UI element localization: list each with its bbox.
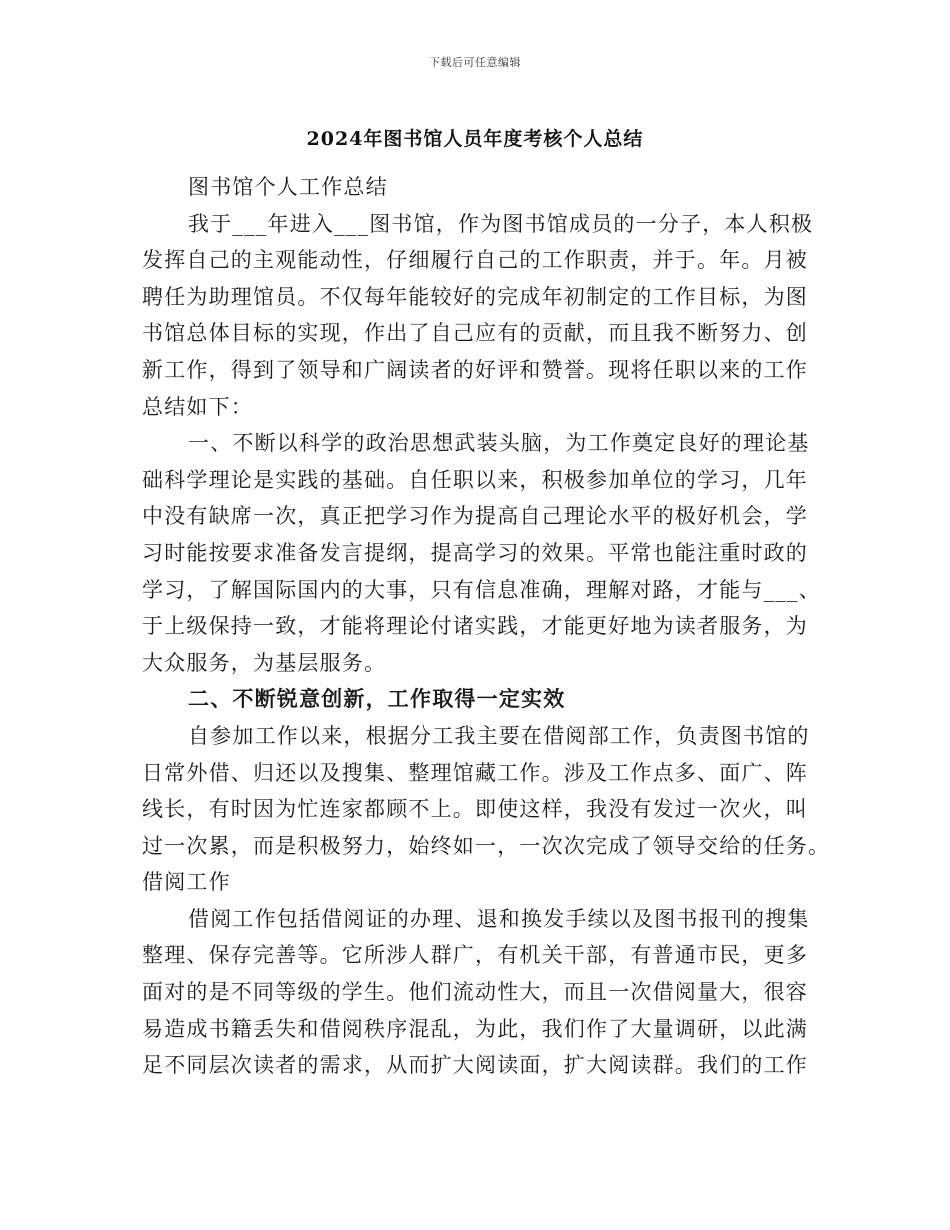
text-line: 书馆总体目标的实现，作出了自己应有的贡献，而且我不断努力、创 xyxy=(142,321,808,346)
text-line: 我于___年进入___图书馆，作为图书馆成员的一分子，本人积极 xyxy=(188,211,814,236)
text-line: 学习，了解国际国内的大事，只有信息准确，理解对路，才能与___、 xyxy=(142,577,821,602)
text-line: 聘任为助理馆员。不仅每年能较好的完成年初制定的工作目标，为图 xyxy=(142,284,808,309)
header-note: 下载后可任意编辑 xyxy=(429,56,521,69)
text-line: 一、不断以科学的政治思想武装头脑，为工作奠定良好的理论基 xyxy=(188,431,810,456)
text-line: 过一次累，而是积极努力，始终如一，一次次完成了领导交给的任务。 xyxy=(142,833,831,858)
text-line: 中没有缺席一次，真正把学习作为提高自己理论水平的极好机会，学 xyxy=(142,504,808,529)
text-line: 图书馆个人工作总结 xyxy=(188,175,388,199)
text-line: 借阅工作包括借阅证的办理、退和换发手续以及图书报刊的搜集 xyxy=(188,906,810,931)
text-line: 日常外借、归还以及搜集、整理馆藏工作。涉及工作点多、面广、阵 xyxy=(142,760,808,785)
text-line: 线长，有时因为忙连家都顾不上。即使这样，我没有发过一次火，叫 xyxy=(142,797,808,822)
text-line: 新工作，得到了领导和广阔读者的好评和赞誉。现将任职以来的工作 xyxy=(142,357,808,382)
text-line: 整理、保存完善等。它所涉人群广，有机关干部，有普通市民，更多 xyxy=(142,943,808,968)
text-line: 面对的是不同等级的学生。他们流动性大，而且一次借阅量大，很容 xyxy=(142,980,808,1005)
text-line: 大众服务，为基层服务。 xyxy=(142,650,387,675)
text-line: 于上级保持一致，才能将理论付诸实践，才能更好地为读者服务，为 xyxy=(142,614,808,639)
text-line: 自参加工作以来，根据分工我主要在借阅部工作，负责图书馆的 xyxy=(188,723,810,748)
text-line: 总结如下： xyxy=(142,394,253,419)
text-line: 发挥自己的主观能动性，仔细履行自己的工作职责，并于。年。月被 xyxy=(142,248,808,273)
text-line: 易造成书籍丢失和借阅秩序混乱，为此，我们作了大量调研，以此满 xyxy=(142,1016,808,1041)
text-line: 习时能按要求准备发言提纲，提高学习的效果。平常也能注重时政的 xyxy=(142,540,808,565)
text-line: 借阅工作 xyxy=(142,870,231,895)
text-line: 足不同层次读者的需求，从而扩大阅读面，扩大阅读群。我们的工作 xyxy=(142,1053,808,1078)
document-title: 2024年图书馆人员年度考核个人总结 xyxy=(306,128,644,150)
document-body xyxy=(142,169,831,1084)
text-line: 础科学理论是实践的基础。自任职以来，积极参加单位的学习，几年 xyxy=(142,467,808,492)
section-heading: 二、不断锐意创新，工作取得一定实效 xyxy=(188,686,566,712)
